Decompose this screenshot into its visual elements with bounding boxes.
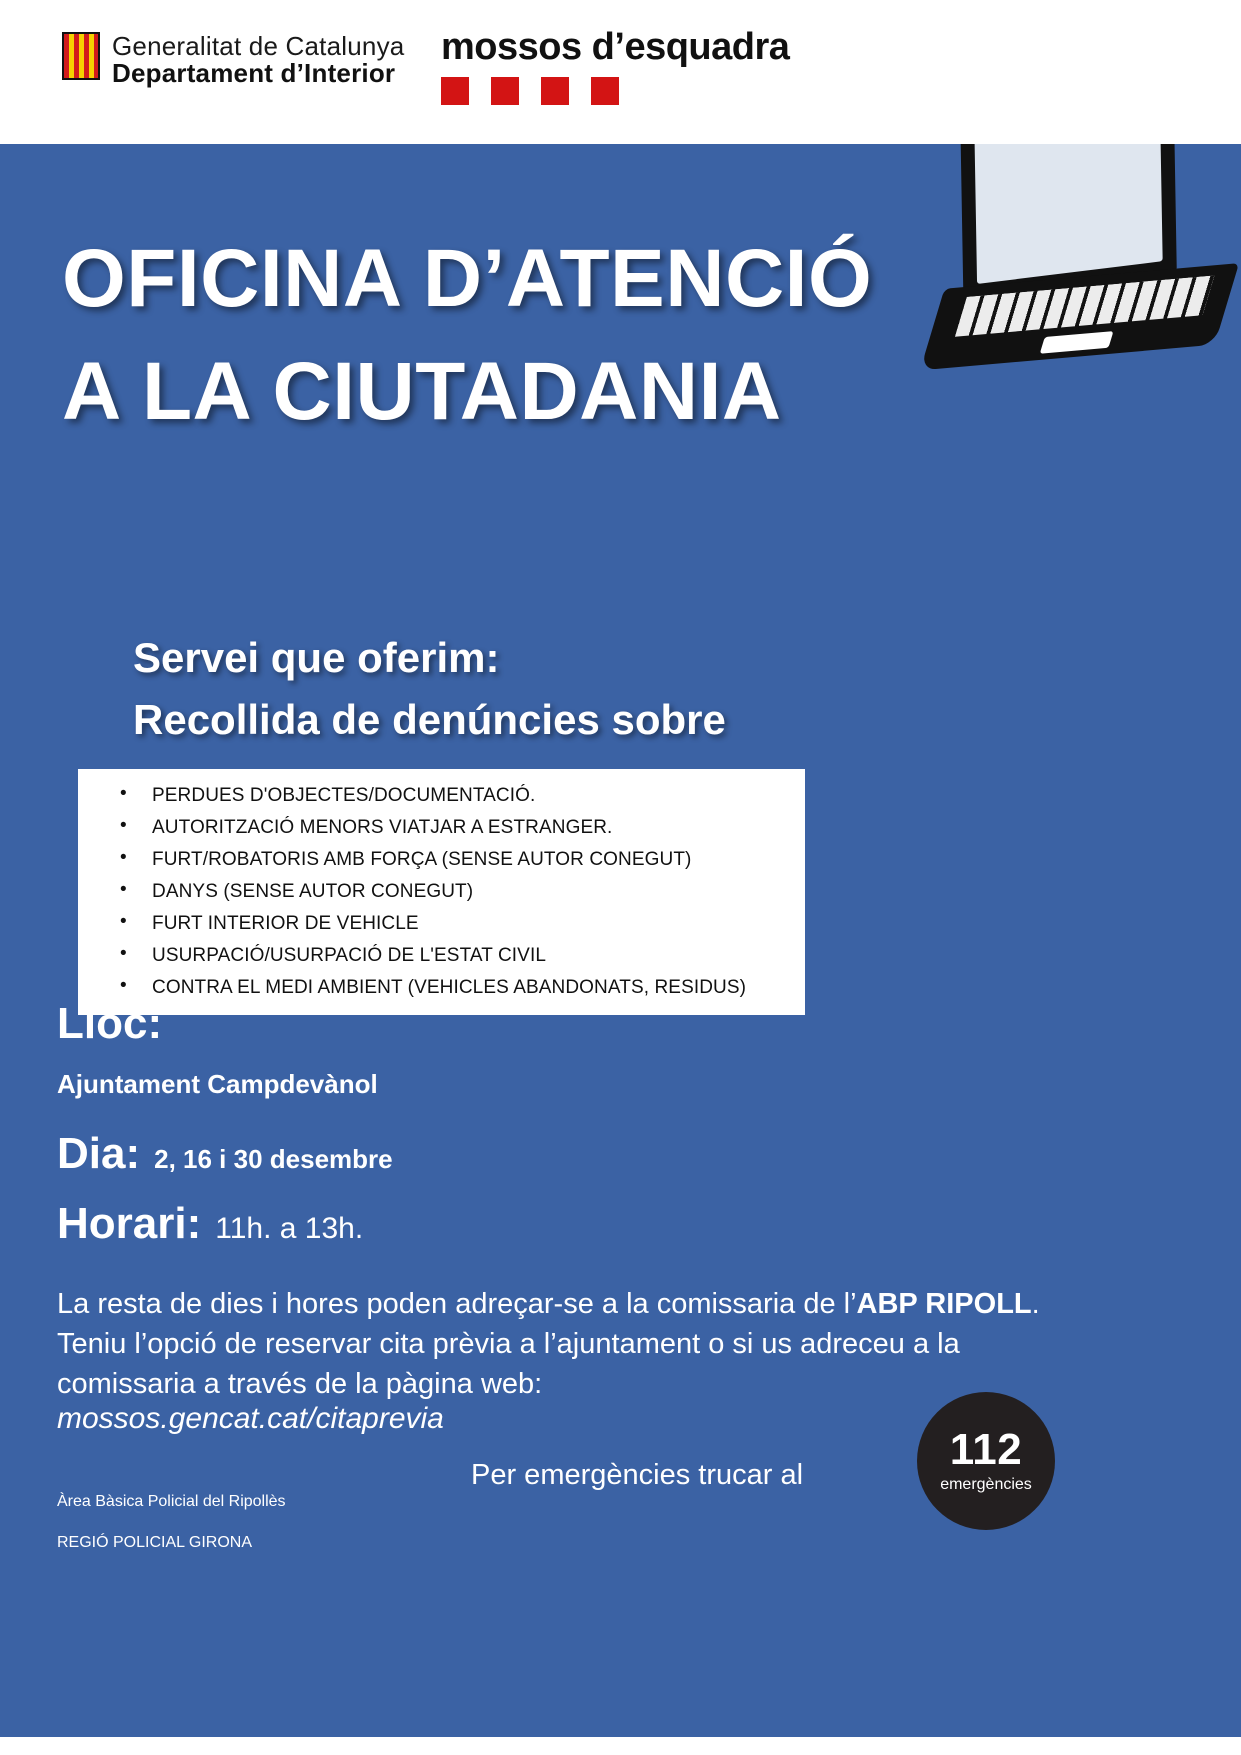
list-item: • USURPACIÓ/USURPACIÓ DE L'ESTAT CIVIL (152, 939, 805, 971)
date-row (57, 1129, 393, 1179)
list-item: • CONTRA EL MEDI AMBIENT (VEHICLES ABANDONATS, RESIDUS) (152, 971, 805, 1003)
hours-label: Horari: (57, 1199, 202, 1248)
services-list (78, 779, 805, 1003)
list-item: • PERDUES D'OBJECTES/DOCUMENTACIÓ. (152, 779, 805, 811)
catalonia-shield-icon (62, 32, 100, 80)
date-label: Dia: (57, 1129, 141, 1178)
mossos-squares-icon (441, 77, 789, 105)
mossos-logo-text: mossos d’esquadra (441, 26, 790, 68)
info-paragraph (57, 1284, 1057, 1404)
hours-row (57, 1199, 363, 1249)
emergency-text: Per emergències trucar al (471, 1459, 804, 1491)
mossos-square-2 (491, 77, 519, 105)
emergency-112-badge (917, 1392, 1055, 1530)
laptop-touchpad (1040, 331, 1114, 354)
mossos-logo (441, 26, 789, 105)
list-item: • FURT/ROBATORIS AMB FORÇA (SENSE AUTOR CONEGUT) (152, 843, 805, 875)
generalitat-logo (62, 32, 404, 88)
poster-body (0, 144, 1241, 1755)
info-paragraph-part1: La resta de dies i hores poden adreçar-se a la comissaria de l’ (57, 1288, 857, 1320)
services-subheading: Recollida de denúncies sobre (133, 696, 726, 743)
laptop-icon (894, 144, 1241, 430)
departament-name: Departament d’Interior (112, 58, 396, 89)
list-item: • DANYS (SENSE AUTOR CONEGUT) (152, 875, 805, 907)
list-item: • FURT INTERIOR DE VEHICLE (152, 907, 805, 939)
page-title: OFICINA D’ATENCIÓ A LA CIUTADANIA (62, 233, 873, 438)
info-paragraph-part2: . Teniu l’opció de reservar cita prèvia a l’ajuntament o si us adreceu a la comissaria a través de la pàgina web: (57, 1288, 1040, 1401)
date-value: 2, 16 i 30 desembre (154, 1144, 393, 1174)
location-value: Ajuntament Campdevànol (57, 1069, 378, 1099)
services-list-box (78, 769, 805, 1015)
laptop-screen-display (974, 144, 1162, 284)
footer-region-line: REGIÓ POLICIAL GIRONA (57, 1534, 253, 1551)
mossos-square-1 (441, 77, 469, 105)
emergency-badge-label: emergències (940, 1476, 1032, 1493)
hours-value: 11h. a 13h. (215, 1212, 364, 1245)
location-label: Lloc: (57, 999, 163, 1048)
laptop-keyboard (955, 275, 1214, 336)
generalitat-logo-text (112, 32, 404, 88)
emergency-number: 112 (949, 1425, 1023, 1474)
list-item: • AUTORITZACIÓ MENORS VIATJAR A ESTRANGER. (152, 811, 805, 843)
generalitat-name: Generalitat de Catalunya (112, 31, 405, 61)
website-link[interactable]: mossos.gencat.cat/citaprevia (57, 1402, 444, 1435)
mossos-square-4 (591, 77, 619, 105)
info-paragraph-bold: ABP RIPOLL (856, 1288, 1032, 1320)
services-heading: Servei que oferim: (133, 634, 500, 681)
footer-area-line: Àrea Bàsica Policial del Ripollès (57, 1493, 286, 1510)
document-header (0, 0, 1241, 156)
mossos-square-3 (541, 77, 569, 105)
